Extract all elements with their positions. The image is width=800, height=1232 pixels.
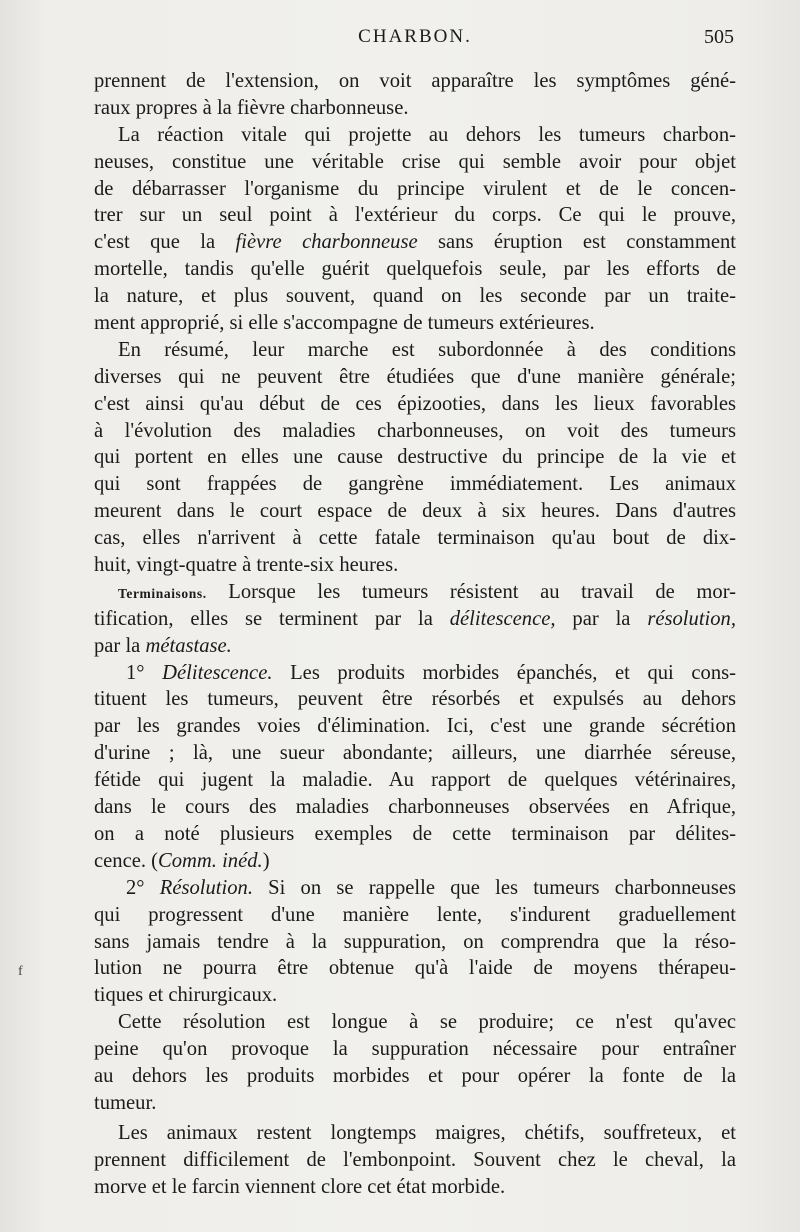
text-line: qui progressent d'une manière lente, s'indurent graduellement — [94, 903, 736, 926]
text-run: c'est que la — [94, 231, 236, 254]
italic-term: Résolution. — [144, 876, 253, 899]
running-head — [96, 26, 734, 56]
text-line: c'est ainsi qu'au début de ces épizooties, dans les lieux favorables — [94, 392, 736, 415]
text-line: d'urine ; là, une sueur abondante; ailleurs, une diarrhée séreuse, — [94, 742, 736, 765]
text-run: Si on se rappelle que les tumeurs charbonneuses — [252, 876, 736, 899]
text-line: qui portent en elles une cause destructive du principe de la vie et — [94, 446, 736, 469]
text-line: on a noté plusieurs exemples de cette terminaison par délites- — [94, 822, 736, 845]
text-line: trer sur un seul point à l'extérieur du corps. Ce qui le prouve, — [94, 204, 736, 227]
text-run: sans éruption est constamment — [417, 231, 736, 254]
text-line: huit, vingt-quatre à trente-six heures. — [94, 554, 399, 577]
text-line — [94, 848, 736, 875]
text-run: par la — [555, 607, 648, 630]
text-line: prennent de l'extension, on voit apparaître les symptômes géné- — [94, 70, 736, 92]
text-line: qui sont frappées de gangrène immédiatement. Les animaux — [94, 473, 736, 496]
text-line: mortelle, tandis qu'elle guérit quelquefois seule, par les efforts de — [94, 258, 736, 281]
margin-mark: f — [18, 964, 23, 979]
text-line: peine qu'on provoque la suppuration nécessaire pour entraîner — [94, 1038, 736, 1061]
section-heading: Terminaisons. — [118, 585, 207, 601]
text-line: En résumé, leur marche est subordonnée à des conditions — [118, 338, 736, 361]
text-line — [94, 633, 736, 660]
text-line: dans le cours des maladies charbonneuses observées en Afrique, — [94, 796, 736, 819]
text-run: Lorsque les tumeurs résistent au travail de mor- — [206, 580, 736, 603]
italic-term: Délitescence. — [144, 661, 273, 684]
text-line: tiques et chirurgicaux. — [94, 984, 278, 1007]
running-title: CHARBON. — [358, 26, 472, 47]
text-line: ment approprié, si elle s'accompagne de tumeurs extérieures. — [94, 312, 595, 335]
text-line: au dehors les produits morbides et pour opérer la fonte de la — [94, 1064, 736, 1087]
text-run: tification, elles se terminent par la — [94, 607, 450, 630]
text-line — [94, 606, 736, 633]
text-line: tituent les tumeurs, peuvent être résorbés et expulsés au dehors — [94, 688, 736, 711]
italic-term: Comm. inéd. — [158, 849, 263, 872]
text-line: de débarrasser l'organisme du principe virulent et de le concen- — [94, 177, 736, 200]
text-line — [94, 660, 736, 687]
text-line: Les animaux restent longtemps maigres, chétifs, souffreteux, et — [118, 1121, 736, 1144]
text-line: cas, elles n'arrivent à cette fatale terminaison qu'au bout de dix- — [94, 527, 736, 550]
text-line — [94, 229, 736, 256]
text-line: diverses qui ne peuvent être étudiées que d'une manière générale; — [94, 365, 736, 388]
text-line: la nature, et plus souvent, quand on les seconde par un traite- — [94, 285, 736, 308]
italic-term: fièvre charbonneuse — [235, 231, 418, 254]
text-line: par les grandes voies d'élimination. Ici, c'est une grande sécrétion — [94, 715, 736, 738]
item-number: 2° — [126, 876, 145, 899]
text-line — [94, 875, 736, 902]
text-line — [94, 579, 736, 606]
text-line: Cette résolution est longue à se produire; ce n'est qu'avec — [118, 1011, 736, 1034]
text-line: raux propres à la fièvre charbonneuse. — [94, 96, 409, 119]
text-line: tumeur. — [94, 1091, 157, 1114]
text-line: neuses, constitue une véritable crise qui semble avoir pour objet — [94, 150, 736, 173]
text-run: Les produits morbides épanchés, et qui cons- — [272, 661, 736, 684]
text-line: lution ne pourra être obtenue qu'à l'aide de moyens thérapeu- — [94, 957, 736, 980]
text-line: meurent dans le court espace de deux à six heures. Dans d'autres — [94, 500, 736, 523]
text-run: par la — [94, 634, 146, 657]
item-number: 1° — [126, 661, 145, 684]
text-run: cence. ( — [94, 849, 159, 872]
text-line: à l'évolution des maladies charbonneuses, on voit des tumeurs — [94, 419, 736, 442]
page-number: 505 — [704, 26, 734, 48]
text-line: prennent difficilement de l'embonpoint. Souvent chez le cheval, la — [94, 1148, 736, 1171]
text-line: sans jamais tendre à la suppuration, on comprendra que la réso- — [94, 930, 736, 953]
italic-term: délitescence, — [449, 607, 556, 630]
text-line: morve et le farcin viennent clore cet état morbide. — [94, 1175, 506, 1198]
text-run: ) — [262, 849, 270, 872]
text-line: fétide qui jugent la maladie. Au rapport de quelques vétérinaires, — [94, 769, 736, 792]
italic-term: métastase. — [145, 634, 232, 657]
body-text — [94, 68, 736, 1200]
italic-term: résolution, — [647, 607, 736, 630]
text-line: La réaction vitale qui projette au dehors les tumeurs charbon- — [118, 123, 736, 146]
